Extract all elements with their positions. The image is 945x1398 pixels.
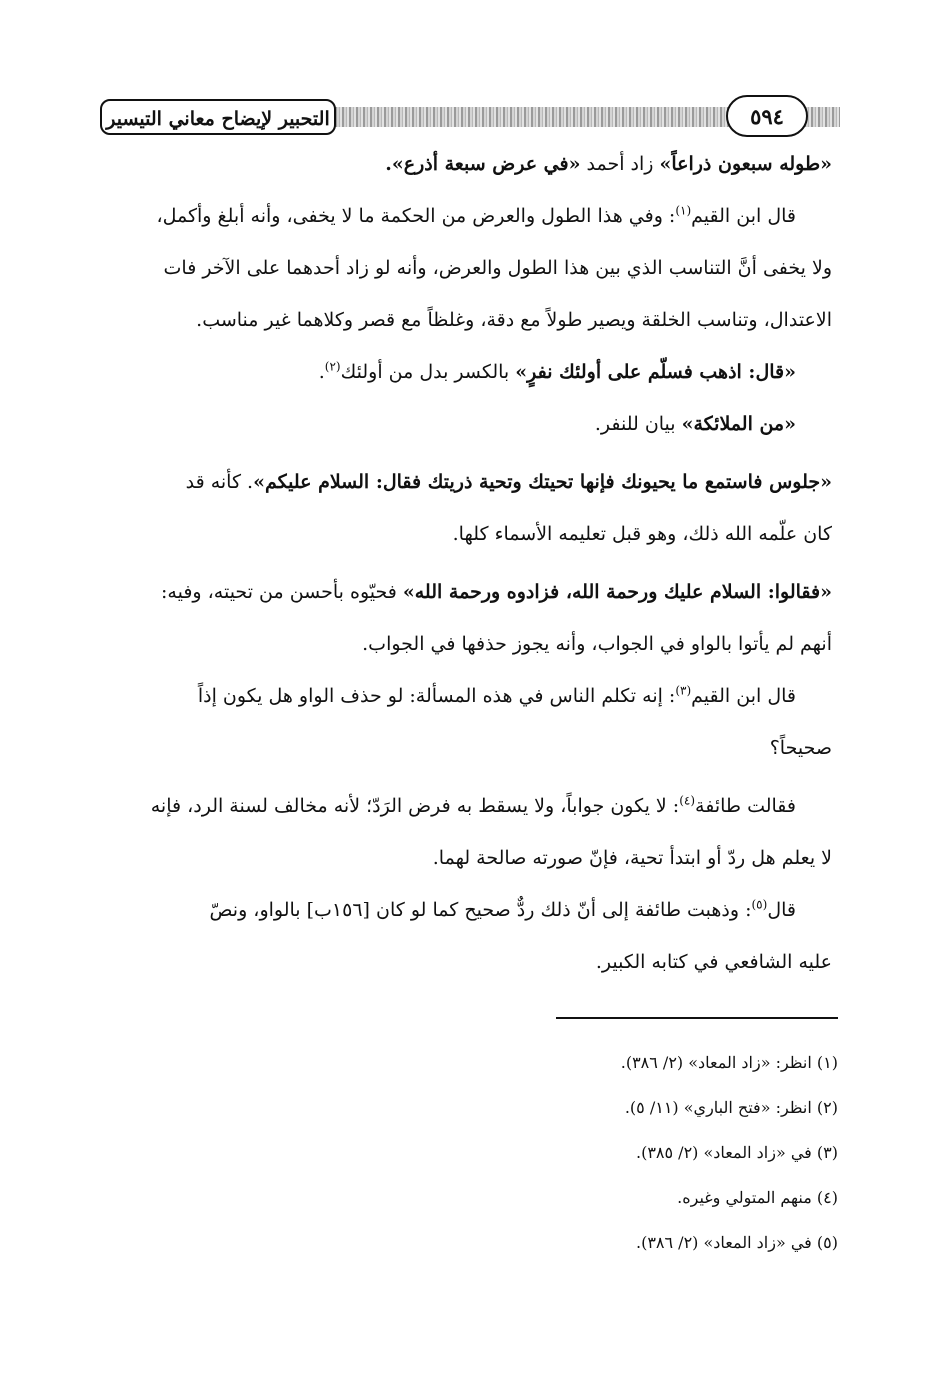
footnote-item: (٥) في «زاد المعاد» (٢/ ٣٨٦).: [635, 1233, 838, 1252]
page-number: ٥٩٤: [726, 95, 808, 137]
text-line: «جلوس فاستمع ما يحيونك فإنها تحيتك وتحية ذريتك فقال: السلام عليكم». كأنه قد: [185, 471, 832, 493]
text-line: الاعتدال، وتناسب الخلقة ويصير طولاً مع دقة، وغلظاً مع قصر وكلاهما غير مناسب.: [196, 309, 832, 331]
footnote-marker[interactable]: (٣): [675, 683, 692, 698]
footnote-item: (٣) في «زاد المعاد» (٢/ ٣٨٥).: [635, 1143, 838, 1162]
text-line: «طوله سبعون ذراعاً» زاد أحمد «في عرض سبعة أذرع».: [385, 153, 832, 175]
text-line: «من الملائكة» بيان للنفر.: [594, 413, 796, 435]
book-title: التحبير لإيضاح معاني التيسير: [100, 99, 336, 135]
footnote-marker[interactable]: (١): [675, 203, 692, 218]
footnote-separator: [556, 1017, 838, 1019]
footnotes: [300, 1040, 838, 1265]
body-text: [110, 138, 832, 988]
text-line: أنهم لم يأتوا بالواو في الجواب، وأنه يجوز حذفها في الجواب.: [362, 633, 832, 655]
footnote-marker[interactable]: (٢): [324, 359, 341, 374]
footnote-marker[interactable]: (٤): [679, 793, 696, 808]
text-line: «قال: اذهب فسلّم على أولئك نفرٍ» بالكسر بدل من أولئك$^{(٢)}$.: [318, 359, 796, 383]
text-line: قال$^{(٥)}$: وذهبت طائفة إلى أنّ ذلك ردٌّ صحيح كما لو كان [١٥٦ب] بالواو، ونصّ: [209, 897, 796, 921]
text-line: قال ابن القيم$^{(٣)}$: إنه تكلم الناس في هذه المسألة: لو حذف الواو هل يكون إذاً: [197, 683, 796, 707]
footnote-marker[interactable]: (٥): [751, 897, 768, 912]
text-line: قال ابن القيم$^{(١)}$: وفي هذا الطول والعرض من الحكمة ما لا يخفى، وأنه أبلغ وأكمل،: [156, 203, 796, 227]
text-line: صحيحاً؟: [769, 737, 832, 759]
footnote-item: (٤) منهم المتولي وغيره.: [677, 1188, 838, 1207]
text-line: لا يعلم هل ردّ أو ابتدأ تحية، فإنّ صورته صالحة لهما.: [432, 847, 832, 869]
footnote-item: (٢) انظر: «فتح الباري» (١١/ ٥).: [624, 1098, 838, 1117]
text-line: عليه الشافعي في كتابه الكبير.: [595, 951, 832, 973]
text-line: فقالت طائفة$^{(٤)}$: لا يكون جواباً، ولا يسقط به فرض الرَدّ؛ لأنه مخالف لسنة الرد، فإنه: [150, 793, 796, 817]
text-line: ولا يخفى أنَّ التناسب الذي بين هذا الطول والعرض، وأنه لو زاد أحدهما على الآخر فات: [163, 257, 832, 279]
text-line: «فقالوا: السلام عليك ورحمة الله، فزادوه ورحمة الله» فحيّوه بأحسن من تحيته، وفيه:: [161, 581, 832, 603]
text-line: كان علّمه الله ذلك، وهو قبل تعليمه الأسماء كلها.: [452, 523, 832, 545]
footnote-item: (١) انظر: «زاد المعاد» (٢/ ٣٨٦).: [620, 1053, 838, 1072]
